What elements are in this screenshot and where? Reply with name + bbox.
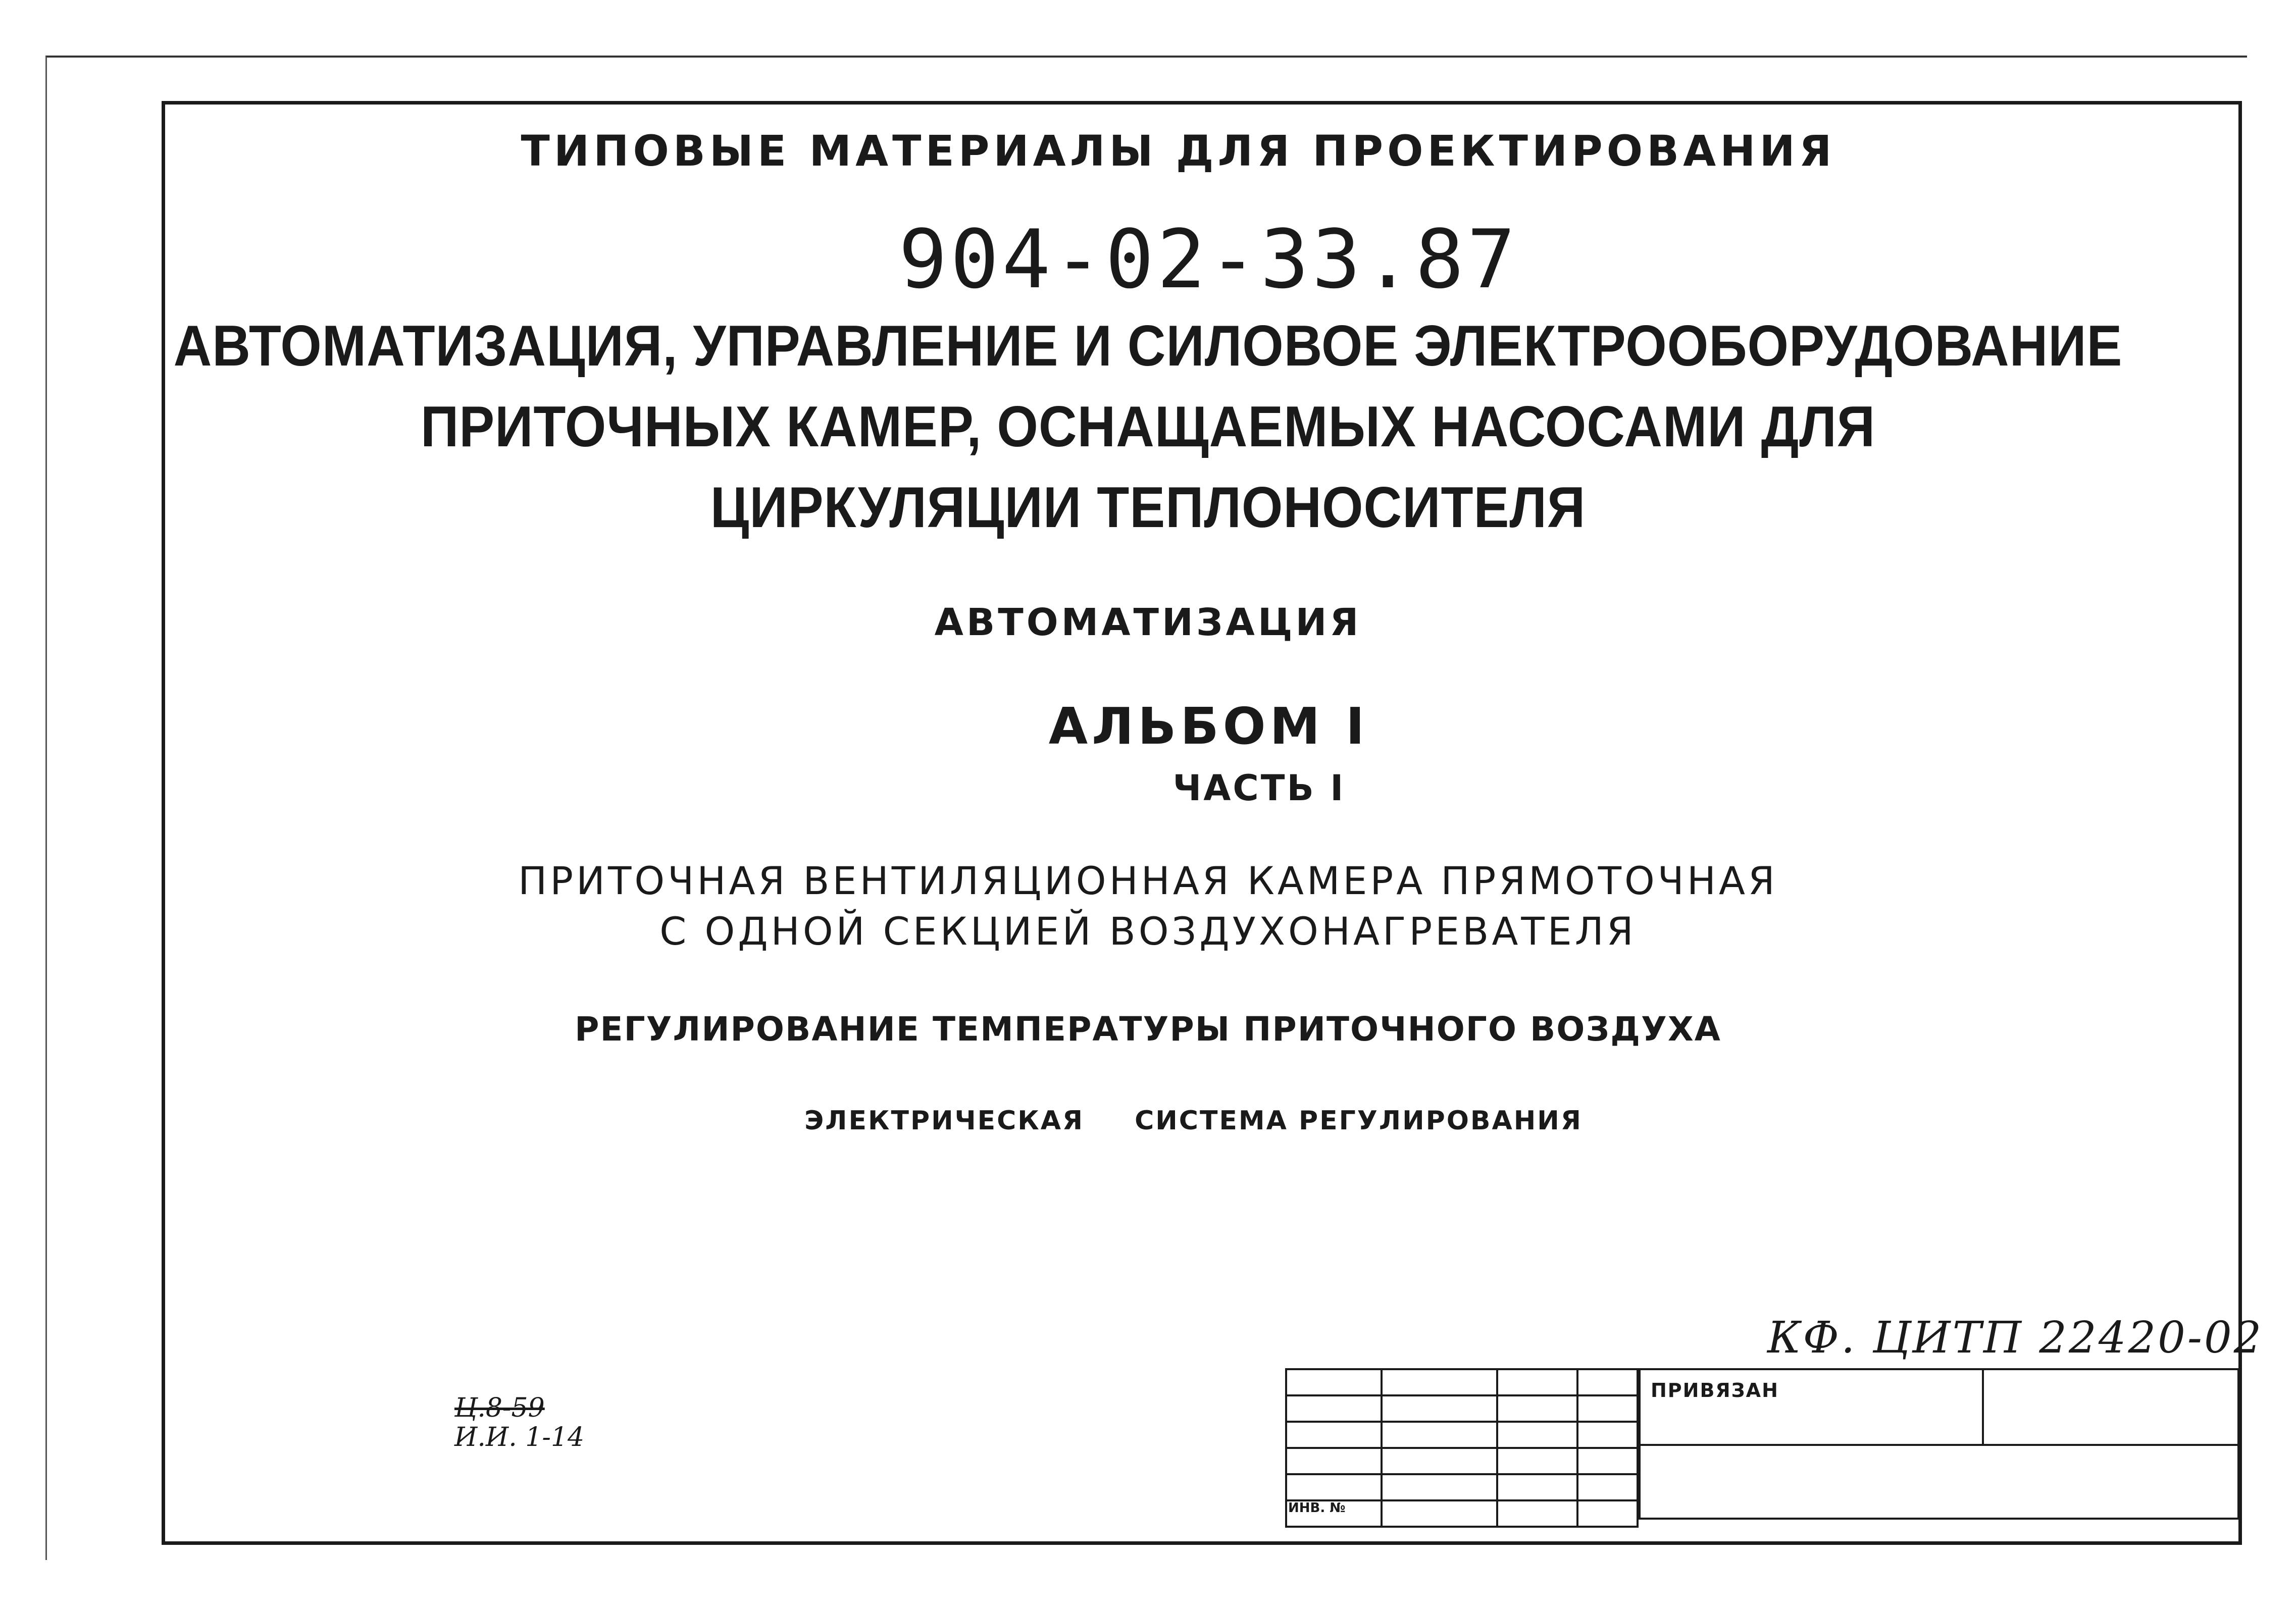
system-word-1: ЭЛЕКТРИЧЕСКАЯ	[804, 1106, 1085, 1136]
title-block	[1285, 1368, 2239, 1520]
document-designation: 904-02-33.87	[898, 212, 1519, 306]
main-title-line-3: ЦИРКУЛЯЦИИ ТЕПЛОНОСИТЕЛЯ	[710, 476, 1586, 540]
section-title: АВТОМАТИЗАЦИЯ	[934, 601, 1362, 644]
main-title-line-2: ПРИТОЧНЫХ КАМЕР, ОСНАЩАЕМЫХ НАСОСАМИ ДЛЯ	[420, 395, 1876, 459]
system-word-2: СИСТЕМА РЕГУЛИРОВАНИЯ	[1135, 1106, 1583, 1136]
bound-cell-right	[1984, 1370, 2237, 1446]
regulation-subtitle: РЕГУЛИРОВАНИЕ ТЕМПЕРАТУРЫ ПРИТОЧНОГО ВОЗДУХА	[575, 1010, 1721, 1049]
handwritten-note-line: И.И. 1-14	[454, 1422, 585, 1452]
description-line-2: С ОДНОЙ СЕКЦИЕЙ ВОЗДУХОНАГРЕВАТЕЛЯ	[659, 909, 1637, 954]
description-line-1: ПРИТОЧНАЯ ВЕНТИЛЯЦИОННАЯ КАМЕРА ПРЯМОТОЧНАЯ	[518, 858, 1778, 903]
bound-cell	[1641, 1370, 1984, 1446]
bound-label: ПРИВЯЗАН	[1651, 1379, 1779, 1401]
title-block-right	[1639, 1368, 2239, 1520]
handwritten-note-struck: Ц.8-59	[454, 1393, 545, 1423]
main-title-line-1: АВТОМАТИЗАЦИЯ, УПРАВЛЕНИЕ И СИЛОВОЕ ЭЛЕКТРООБОРУДОВАНИЕ	[173, 314, 2123, 378]
part-number: ЧАСТЬ I	[1172, 767, 1346, 809]
series-heading: ТИПОВЫЕ МАТЕРИАЛЫ ДЛЯ ПРОЕКТИРОВАНИЯ	[521, 126, 1836, 176]
handwritten-reference-number: КФ. ЦИТП 22420-02	[1767, 1313, 2264, 1363]
handwritten-note	[454, 1393, 584, 1452]
inventory-number-label: ИНВ. №	[1288, 1500, 1346, 1516]
album-number: АЛЬБОМ I	[1048, 697, 1369, 756]
system-subtitle	[0, 1106, 2296, 1136]
